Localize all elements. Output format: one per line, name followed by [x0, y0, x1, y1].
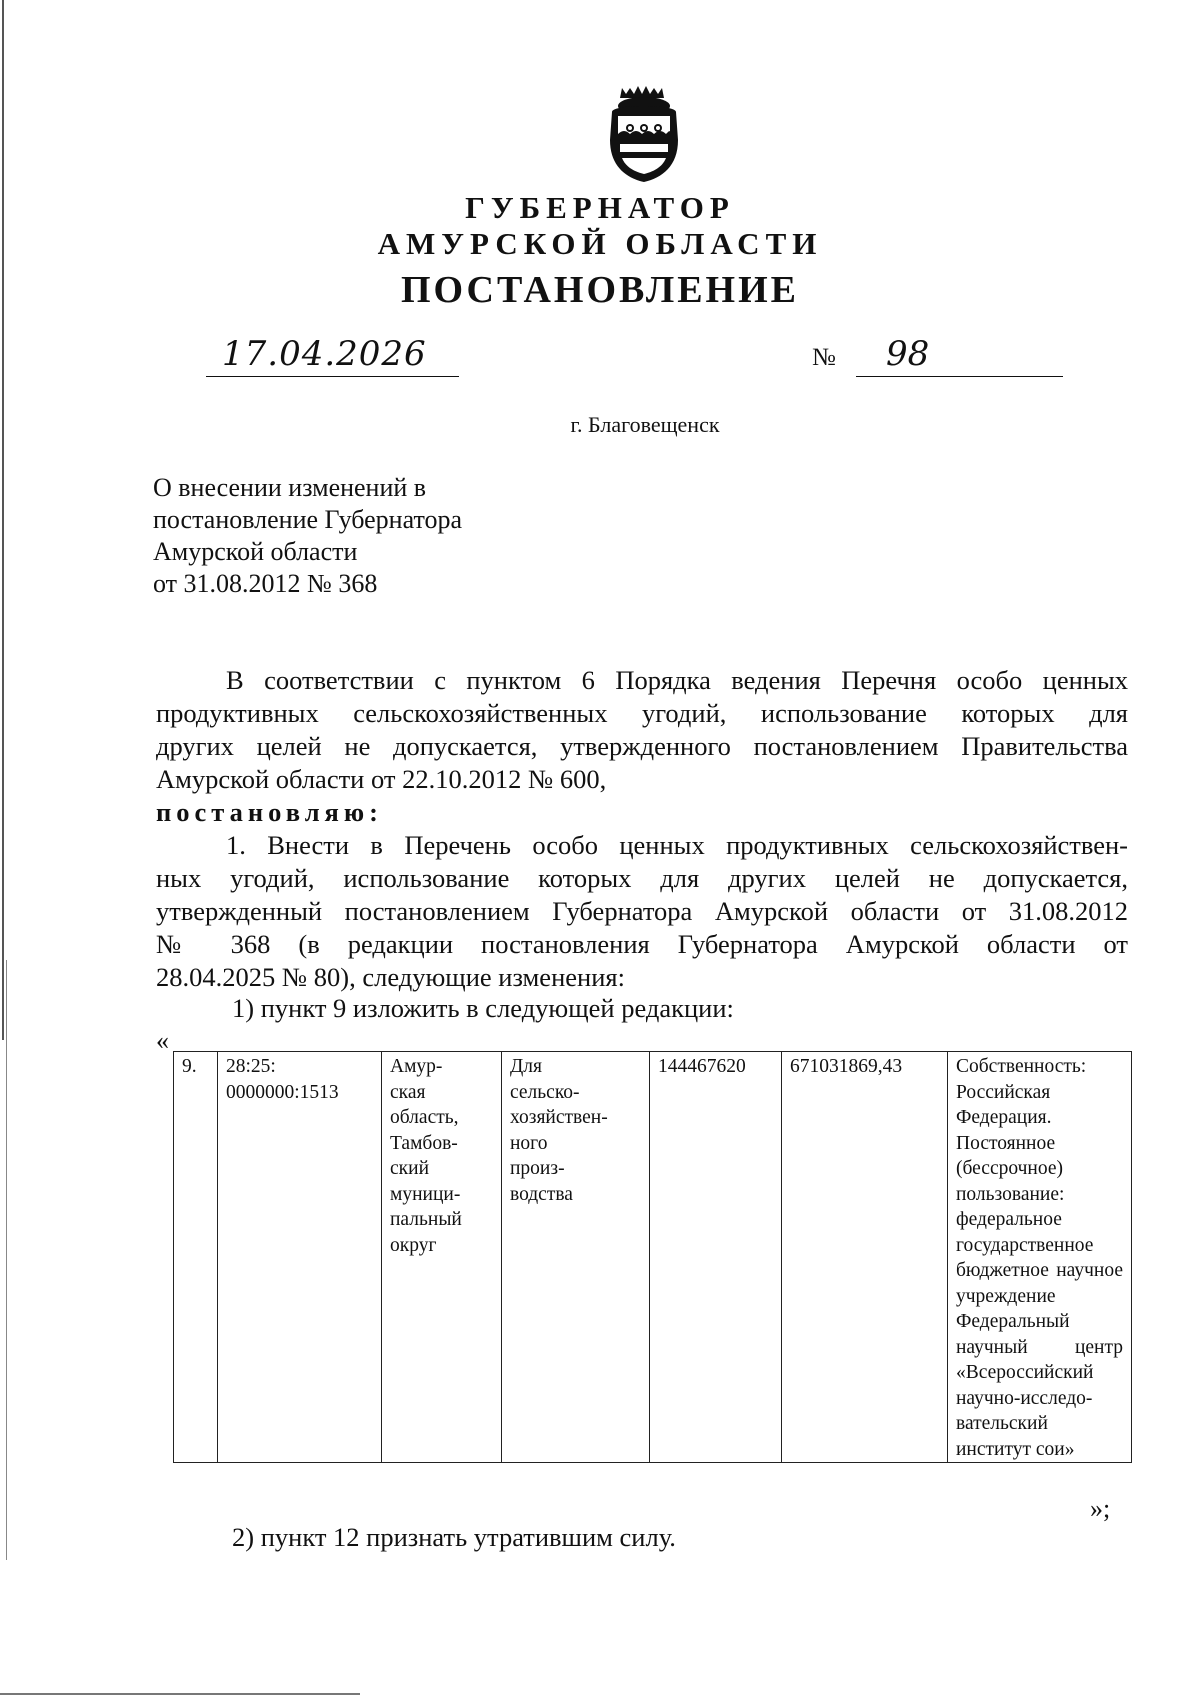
- cell-location: Амур- ская область, Тамбов- ский муници- пальный округ: [382, 1052, 502, 1463]
- paragraph-line: 1. Внести в Перечень особо ценных продуктивных сельскохозяйствен-: [226, 830, 1128, 860]
- paragraph-line: Амурской области от 22.10.2012 № 600,: [156, 764, 607, 794]
- subject-line: О внесении изменений в: [153, 473, 427, 502]
- quote-close: »;: [1090, 1494, 1111, 1523]
- paragraph-line: других целей не допускается, утвержденного постановлением Правительства: [156, 731, 1128, 761]
- document-date: 17.04.2026: [222, 334, 427, 374]
- coat-of-arms-icon: [602, 82, 686, 184]
- cell-cadastral-value: 671031869,43: [782, 1052, 948, 1463]
- cell-number: 9.: [174, 1052, 218, 1463]
- paragraph-line: № 368 (в редакции постановления Губернатора Амурской области от: [156, 929, 1128, 959]
- cell-purpose: Для сельско- хозяйствен- ного произ- водства: [502, 1052, 650, 1463]
- document-number: 98: [886, 334, 930, 374]
- paragraph-line: ных угодий, использование которых для других целей не допускается,: [156, 863, 1128, 893]
- issuer-title: ГУБЕРНАТОР: [465, 190, 735, 225]
- subclause-2: 2) пункт 12 признать утратившим силу.: [232, 1522, 676, 1552]
- resolution-keyword: постановляю:: [156, 797, 383, 827]
- preamble-paragraph: [156, 664, 1128, 796]
- date-underline: [206, 376, 459, 377]
- page-edge: [6, 960, 7, 1560]
- city: г. Благовещенск: [570, 412, 720, 437]
- paragraph-line: 28.04.2025 № 80), следующие изменения:: [156, 962, 625, 992]
- subject-line: постановление Губернатора: [153, 505, 463, 534]
- subject-line: Амурской области: [153, 537, 358, 566]
- subject-line: от 31.08.2012 № 368: [153, 569, 378, 598]
- number-underline: [856, 376, 1063, 377]
- number-label: №: [812, 344, 836, 371]
- quote-open: «: [156, 1026, 169, 1055]
- document-subject: [153, 472, 462, 600]
- clause-1-paragraph: [156, 829, 1128, 994]
- document-type: ПОСТАНОВЛЕНИЕ: [400, 269, 800, 311]
- paragraph-line: продуктивных сельскохозяйственных угодий, использование которых для: [156, 698, 1128, 728]
- table-row: [174, 1052, 1132, 1463]
- land-parcel-table: [173, 1051, 1132, 1463]
- paragraph-line: утвержденный постановлением Губернатора Амурской области от 31.08.2012: [156, 896, 1128, 926]
- page-edge: [2, 0, 4, 1040]
- paragraph-line: В соответствии с пунктом 6 Порядка ведения Перечня особо ценных: [226, 665, 1128, 695]
- cell-area: 144467620: [650, 1052, 782, 1463]
- cell-rights: Собственность: Российская Федерация. Постоянное (бессрочное) пользование: федеральное государственное бюджетное научное учреждение Федеральный научный центр «Всероссийский научно-исследо-вательский институт сои»: [948, 1052, 1132, 1463]
- bottom-rule: [0, 1693, 360, 1695]
- issuer-region: АМУРСКОЙ ОБЛАСТИ: [377, 226, 823, 261]
- cell-cadastral-number: 28:25: 0000000:1513: [218, 1052, 382, 1463]
- subclause-1: 1) пункт 9 изложить в следующей редакции:: [232, 993, 734, 1023]
